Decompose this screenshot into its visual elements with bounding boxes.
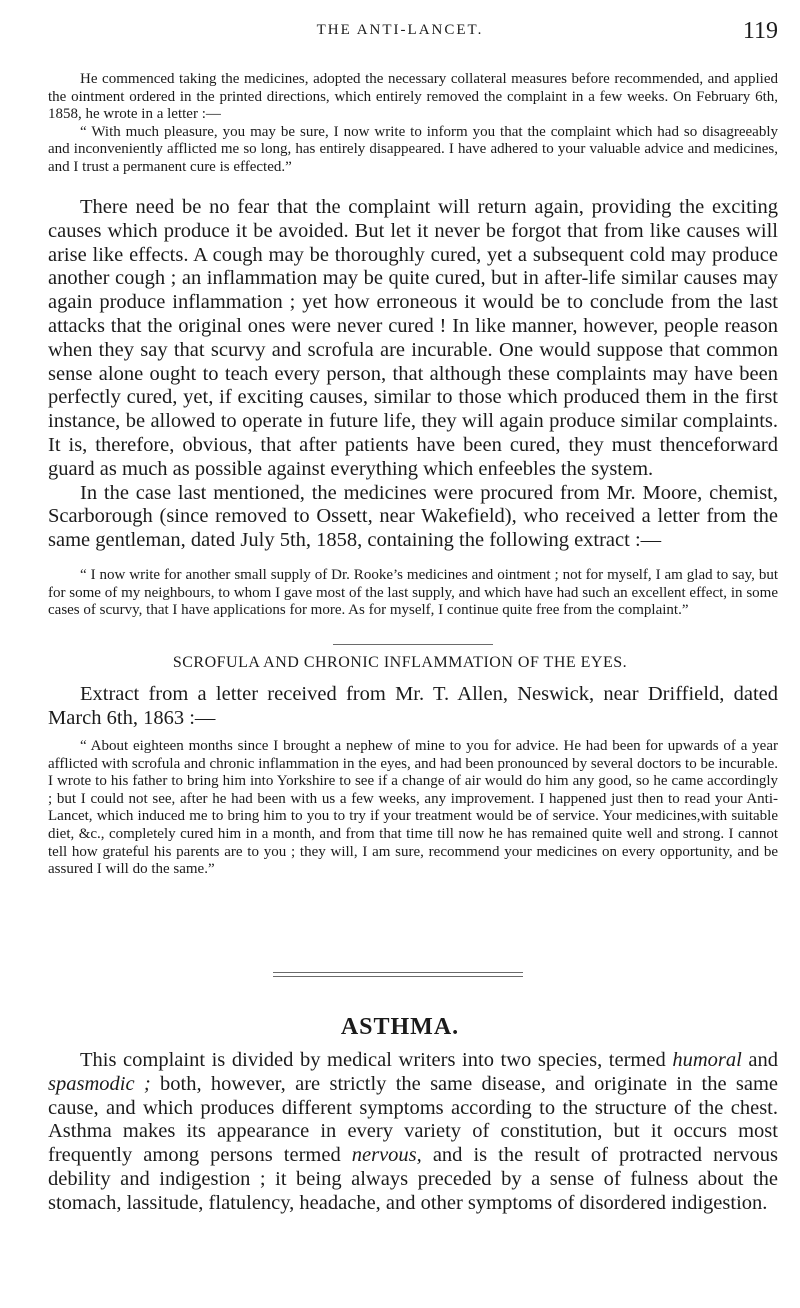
moore-quote: “ I now write for another small supply of Dr. Rooke’s medicines and ointment ; not for myself, I am glad to say, but for some of my neighbours, to whom I gave most of the last supply, and which have had such an excellent effect, in some cases of scurvy, that I have applications for more. As for myself, I continue quite free from the complaint.” xyxy=(48,567,778,619)
and-word: and xyxy=(748,1049,778,1071)
asthma-paragraph xyxy=(48,1049,778,1216)
scrofula-heading: SCROFULA AND CHRONIC INFLAMMATION OF THE EYES. xyxy=(172,654,628,671)
scrofula-intro-block xyxy=(48,683,778,731)
humoral-term: humoral xyxy=(672,1049,742,1071)
asthma-heading: ASTHMA. xyxy=(340,1014,460,1040)
asthma-text xyxy=(48,1049,778,1216)
case-letter xyxy=(48,71,778,177)
body-paragraph: There need be no fear that the complaint will return again, providing the exciting causes which produce it be avoided. But let it never be forgot that from like causes will arise like effects. A cough may be thoroughly cured, yet a subsequent cold may produce another cough ; an inflammation may be quite cured, but in after-life similar causes may again produce inflammation ; yet how erroneous it would be to conclude from the last attacks that the original ones were never cured ! In like manner, however, people reason when they say that scurvy and scrofula are incurable. One would suppose that common sense alone ought to teach every person, that although these complaints may have been perfectly cured, yet, if exciting causes, similar to those which produced them in the first instance, be allowed to operate in future life, they will again produce similar complaints. It is, therefore, obvious, that after patients have been cured, they must thenceforward guard as much as possible against everything which enfeebles the system. xyxy=(48,196,778,480)
running-head: THE ANTI-LANCET. xyxy=(316,22,484,38)
spasmodic-term: spasmodic ; xyxy=(48,1072,151,1095)
asthma-text-2: both, however, are strictly the same disease, and originate in the same cause, and which produces different symptoms according to the structure of the chest. Asthma makes its appearance in every variety of constitution, but it occurs most frequently among persons termed xyxy=(48,1072,778,1167)
scrofula-intro: Extract from a letter received from Mr. T. Allen, Neswick, near Driffield, dated March 6th, 1863 :— xyxy=(48,683,778,729)
section-divider xyxy=(273,976,523,977)
main-text xyxy=(48,196,778,553)
moore-quote-block xyxy=(48,567,778,620)
allen-quote-block xyxy=(48,738,778,879)
section-divider xyxy=(333,644,493,645)
page-header xyxy=(0,18,800,46)
case-quote: “ With much pleasure, you may be sure, I now write to inform you that the complaint which had so disagreeably and inconveniently afflicted me so long, has entirely disappeared. I have adhered to your valuable advice and medicines, and I trust a permanent cure is effected.” xyxy=(48,123,778,175)
asthma-text-3: and is the result of protracted nervous debility and indigestion ; it being always preceded by a sense of fulness about the stomach, lassitude, flatulency, headache, and other symptoms of disordered indigestion. xyxy=(48,1144,778,1214)
asthma-text-1: This complaint is divided by medical writers into two species, termed xyxy=(80,1049,666,1071)
case-intro: He commenced taking the medicines, adopted the necessary collateral measures before recommended, and applied the ointment ordered in the printed directions, which entirely removed the complaint in a few weeks. On February 6th, 1858, he wrote in a letter :— xyxy=(48,71,778,123)
section-divider xyxy=(273,972,523,973)
nervous-term: nervous, xyxy=(351,1144,422,1167)
allen-quote: “ About eighteen months since I brought a nephew of mine to you for advice. He had been for upwards of a year afflicted with scrofula and chronic inflammation in the eyes, and had been pronounced by several doctors to be incurable. I wrote to his father to bring him into Yorkshire to see if a change of air would do him any good, so he came accordingly ; but I could not see, after he had been with us a few weeks, any improvement. I happened just then to read your Anti-Lancet, which induced me to bring him to you to try if your treatment would be of service. Your medicines,with suitable diet, &c., completely cured him in a month, and from that time till now he has remained quite well and strong. I cannot tell how grateful his parents are to you ; they will, I am sure, recommend your medicines on every opportunity, and be assured I will do the same.” xyxy=(48,738,778,878)
body-paragraph: In the case last mentioned, the medicines were procured from Mr. Moore, chemist, Scarborough (since removed to Ossett, near Wakefield), who received a letter from the same gentleman, dated July 5th, 1858, containing the following extract :— xyxy=(48,481,778,552)
page-number: 119 xyxy=(742,18,778,44)
